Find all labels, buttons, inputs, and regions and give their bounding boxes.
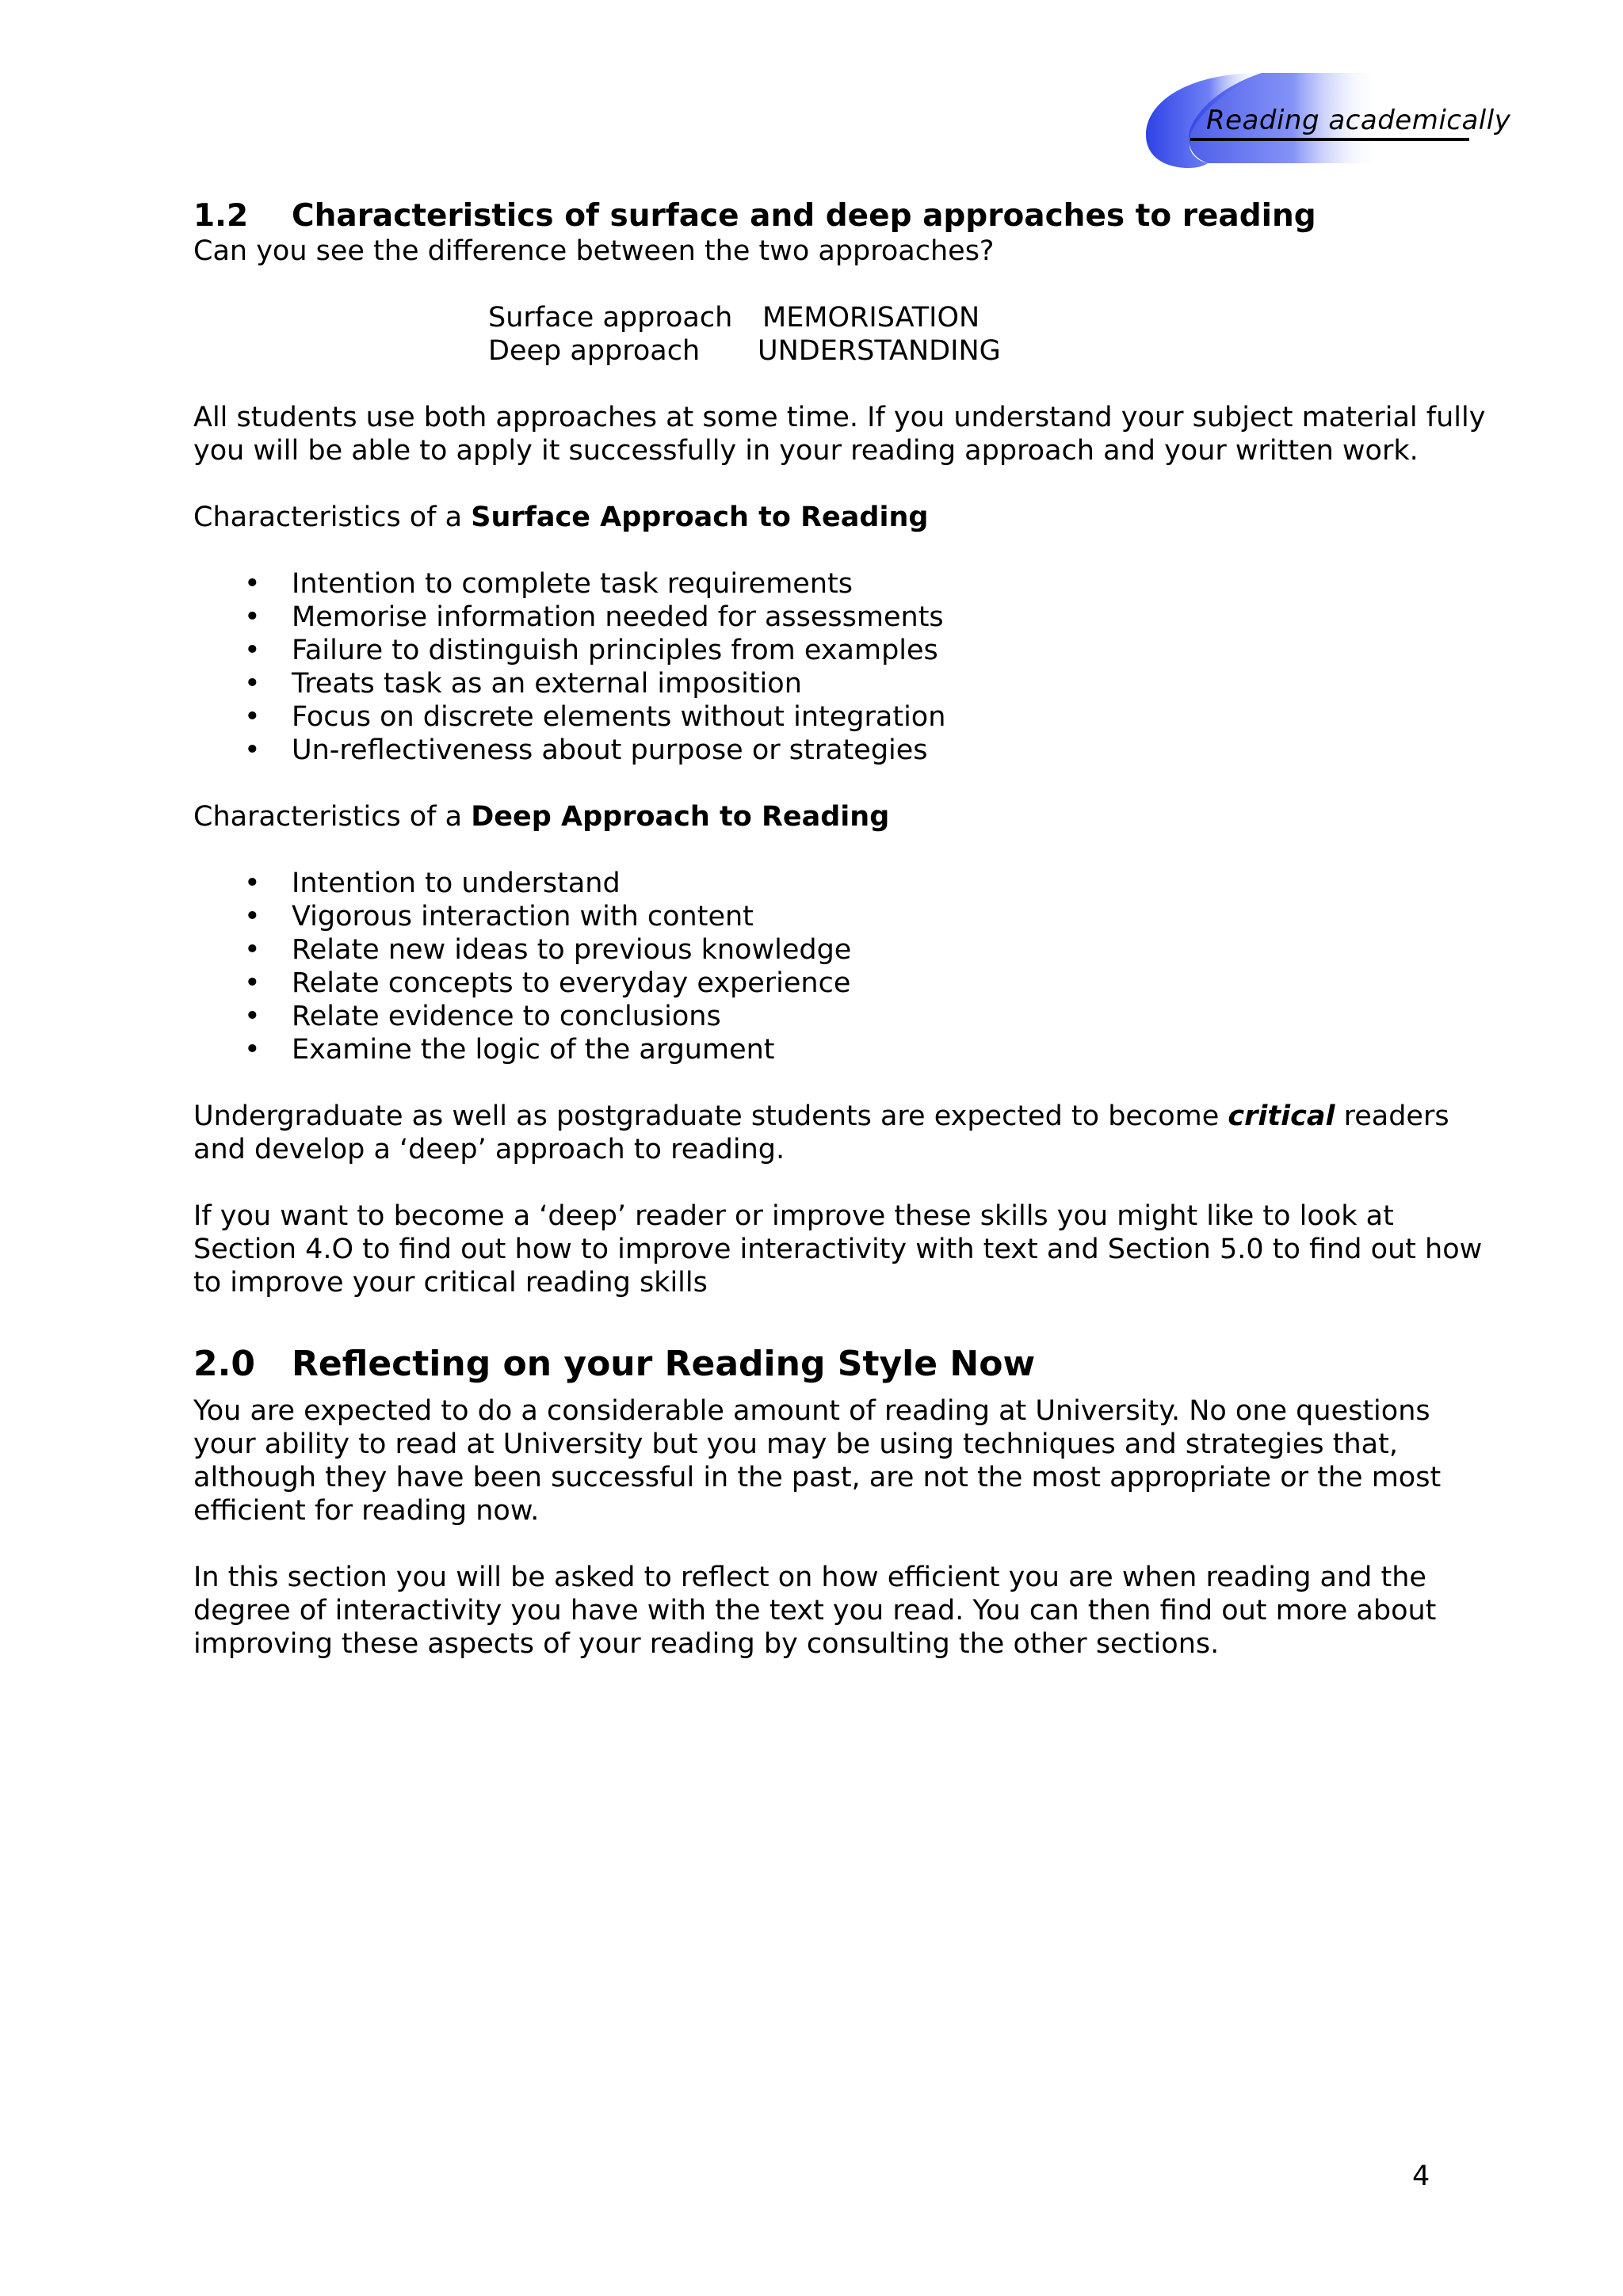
deep-heading-bold: Deep Approach to Reading bbox=[471, 801, 890, 833]
bullet-icon: • bbox=[244, 868, 261, 899]
spacer bbox=[193, 767, 1493, 800]
surface-heading-bold: Surface Approach to Reading bbox=[471, 502, 929, 533]
list-item bbox=[193, 933, 1493, 967]
list-item-text: Examine the logic of the argument bbox=[292, 1034, 775, 1066]
list-item-text: Relate concepts to everyday experience bbox=[292, 967, 851, 999]
list-item bbox=[193, 900, 1493, 933]
list-item bbox=[193, 1000, 1493, 1033]
list-item-text: Treats task as an external imposition bbox=[292, 668, 802, 700]
approach-name: Deep approach bbox=[488, 335, 701, 367]
section-2-paragraph-2: In this section you will be asked to reflect on how efficient you are when reading and the degree of interactivity you have with the text you read. You can then find out more about improving these aspects of your reading by consulting the other sections. bbox=[193, 1562, 1437, 1660]
list-item-text: Intention to complete task requirements bbox=[292, 568, 853, 600]
bullet-icon: • bbox=[244, 668, 261, 700]
spacer bbox=[193, 1066, 1493, 1100]
bullet-icon: • bbox=[244, 967, 261, 999]
surface-list bbox=[193, 567, 1493, 767]
list-item bbox=[193, 634, 1493, 667]
list-item bbox=[193, 667, 1493, 700]
list-item-text: Vigorous interaction with content bbox=[292, 901, 754, 933]
logo-underline bbox=[1190, 138, 1469, 141]
spacer bbox=[193, 1299, 1493, 1344]
surface-heading bbox=[193, 501, 1493, 534]
section-question: Can you see the difference between the two approaches? bbox=[193, 235, 995, 267]
list-item-text: Failure to distinguish principles from examples bbox=[292, 635, 938, 666]
list-item bbox=[193, 567, 1493, 601]
spacer bbox=[193, 534, 1493, 567]
approach-value: MEMORISATION bbox=[762, 302, 980, 334]
section-title: Characteristics of surface and deep approaches to reading bbox=[292, 198, 1316, 234]
spacer bbox=[193, 467, 1493, 501]
list-item bbox=[193, 734, 1493, 767]
spacer bbox=[193, 1385, 1493, 1394]
critical-emphasis: critical bbox=[1228, 1100, 1335, 1132]
list-item bbox=[193, 867, 1493, 900]
approaches-table bbox=[488, 301, 1493, 368]
spacer bbox=[193, 1166, 1493, 1199]
bullet-icon: • bbox=[244, 701, 261, 733]
list-item bbox=[193, 601, 1493, 634]
bullet-icon: • bbox=[244, 1001, 261, 1032]
bullet-icon: • bbox=[244, 1034, 261, 1066]
section-title: Reflecting on your Reading Style Now bbox=[292, 1344, 1036, 1384]
section-number: 1.2 bbox=[193, 198, 249, 234]
logo-text: Reading academically bbox=[1206, 105, 1511, 136]
approach-value: UNDERSTANDING bbox=[758, 335, 1001, 367]
bullet-icon: • bbox=[244, 601, 261, 633]
spacer bbox=[193, 268, 1493, 301]
section-number: 2.0 bbox=[193, 1344, 255, 1384]
critical-paragraph bbox=[193, 1100, 1493, 1166]
deep-heading bbox=[193, 800, 1493, 833]
bullet-icon: • bbox=[244, 934, 261, 966]
bullet-icon: • bbox=[244, 635, 261, 666]
list-item-text: Memorise information needed for assessments bbox=[292, 601, 944, 633]
main-content bbox=[193, 198, 1493, 1661]
critical-para-before: Undergraduate as well as postgraduate students are expected to become bbox=[193, 1100, 1228, 1132]
critical-para-after: readers and develop a ‘deep’ approach to reading. bbox=[193, 1100, 1449, 1165]
spacer bbox=[193, 1527, 1493, 1561]
deep-reader-paragraph: If you want to become a ‘deep’ reader or improve these skills you might like to look at Section 4.O to find out how to improve interactivity with text and Section 5.0 to find out how to improve your critical reading skills bbox=[193, 1200, 1483, 1299]
section-heading-1-2 bbox=[193, 198, 1493, 235]
page-number: 4 bbox=[1412, 2161, 1430, 2192]
deep-list bbox=[193, 867, 1493, 1066]
bullet-icon: • bbox=[244, 734, 261, 766]
section-2-paragraph-1: You are expected to do a considerable amount of reading at University. No one questions your ability to read at University but you may be using techniques and strategies that, although they have been successful in the past, are not the most appropriate or the most efficient for reading now. bbox=[193, 1395, 1442, 1527]
list-item-text: Relate new ideas to previous knowledge bbox=[292, 934, 852, 966]
spacer bbox=[193, 368, 1493, 401]
list-item-text: Un-reflectiveness about purpose or strategies bbox=[292, 734, 928, 766]
section-heading-2-0 bbox=[193, 1344, 1493, 1385]
deep-heading-prefix: Characteristics of a bbox=[193, 801, 472, 833]
intro-paragraph: All students use both approaches at some time. If you understand your subject material fully you will be able to apply it successfully in your reading approach and your written work. bbox=[193, 402, 1486, 467]
approach-name: Surface approach bbox=[488, 302, 733, 334]
header-logo bbox=[1141, 70, 1511, 173]
spacer bbox=[193, 833, 1493, 867]
list-item bbox=[193, 967, 1493, 1000]
list-item-text: Relate evidence to conclusions bbox=[292, 1001, 721, 1032]
bullet-icon: • bbox=[244, 901, 261, 933]
list-item-text: Focus on discrete elements without integration bbox=[292, 701, 946, 733]
list-item-text: Intention to understand bbox=[292, 868, 621, 899]
surface-heading-prefix: Characteristics of a bbox=[193, 502, 472, 533]
list-item bbox=[193, 700, 1493, 734]
list-item bbox=[193, 1033, 1493, 1066]
bullet-icon: • bbox=[244, 568, 261, 600]
